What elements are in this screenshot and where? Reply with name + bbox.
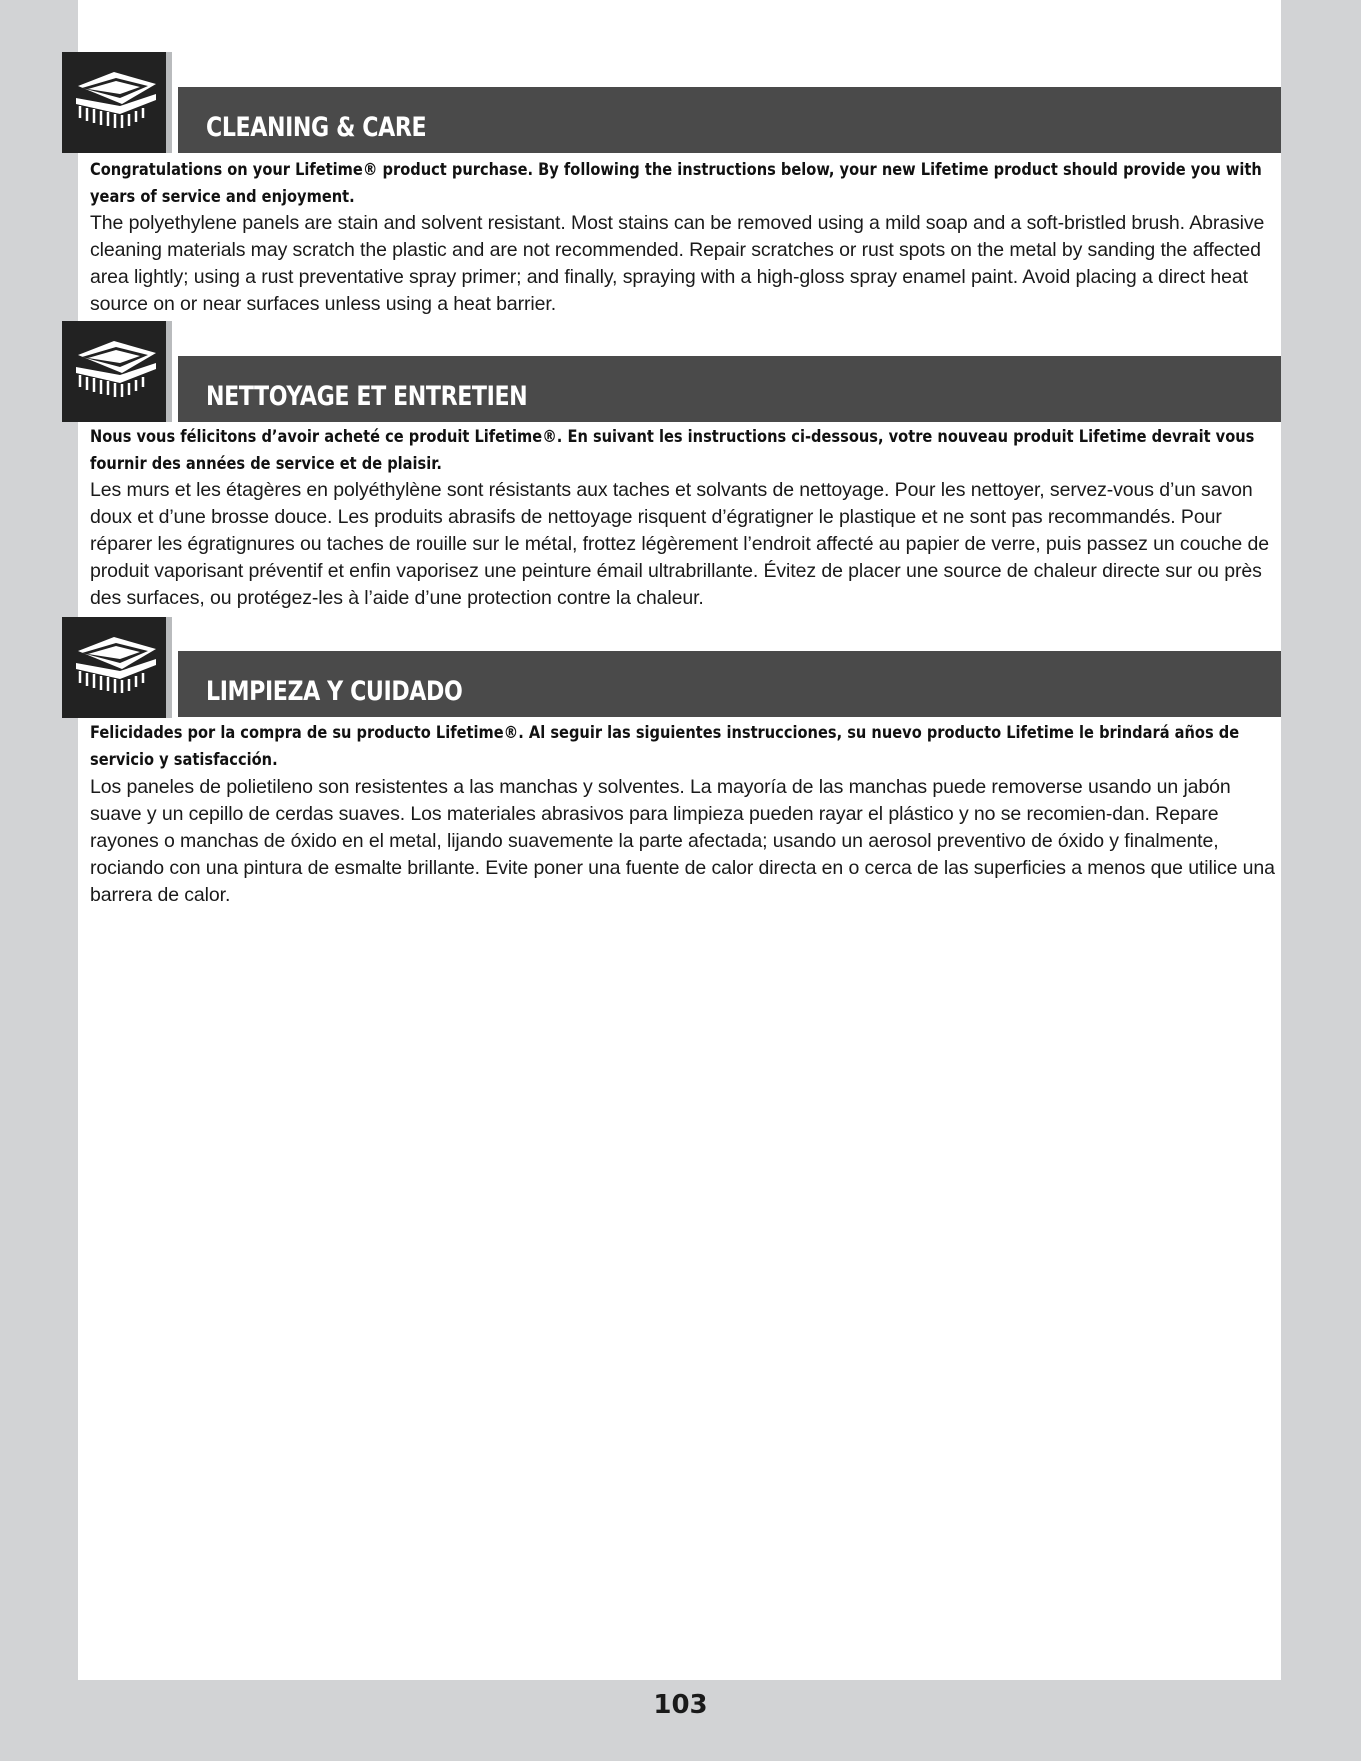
section-header-bar <box>178 651 1281 717</box>
cleaning-brush-icon <box>70 333 160 409</box>
section-intro: Congratulations on your Lifetime® product purchase. By following the instructions below, your new Lifetime product should provide you with years of service and enjoyment. <box>90 160 1262 207</box>
section-intro: Nous vous félicitons d’avoir acheté ce produit Lifetime®. En suivant les instructions ci-dessous, votre nouveau produit Lifetime devrait vous fournir des années de service et de plaisir. <box>90 427 1255 474</box>
section-intro: Felicidades por la compra de su producto Lifetime®. Al seguir las siguientes instrucciones, su nuevo producto Lifetime le brindará años de servicio y satisfacción. <box>90 723 1240 770</box>
section-icon-box <box>62 617 172 718</box>
section-icon-box <box>62 52 172 153</box>
cleaning-brush-icon <box>70 629 160 705</box>
section-header-bar <box>178 87 1281 153</box>
section-header-bar <box>178 356 1281 422</box>
cleaning-brush-icon <box>70 64 160 140</box>
section-icon-box <box>62 321 172 422</box>
section-body: The polyethylene panels are stain and solvent resistant. Most stains can be removed using a mild soap and a soft-bristled brush. Abrasive cleaning materials may scratch the plastic and are not recommended. Repair scratches or rust spots on the metal by sanding the affected area lightly; using a rust preventative spray primer; and finally, spraying with a high-gloss spray enamel paint. Avoid placing a direct heat source on or near surfaces unless using a heat barrier. <box>90 212 1265 315</box>
section-title: NETTOYAGE ET ENTRETIEN <box>206 381 528 412</box>
page-number: 103 <box>653 1690 708 1720</box>
section-body: Les murs et les étagères en polyéthylène sont résistants aux taches et solvants de nettoyage. Pour les nettoyer, servez-vous d’un savon doux et d’une brosse douce. Les produits abrasifs de nettoyage risquent d’égratigner le plastique et ne sont pas recommandés. Pour réparer les égratignures ou taches de rouille sur le métal, frottez légèrement l’endroit affecté au papier de verre, puis passez un couche de produit vaporisant préventif et enfin vaporisez une peinture émail ultrabrillante. Évitez de placer une source de chaleur directe sur ou près des surfaces, ou protégez-les à l’aide d’une protection contre la chaleur. <box>90 479 1269 609</box>
section-title: LIMPIEZA Y CUIDADO <box>206 676 463 707</box>
section-title: CLEANING & CARE <box>206 112 427 143</box>
section-body: Los paneles de polietileno son resistentes a las manchas y solventes. La mayoría de las manchas puede removerse usando un jabón suave y un cepillo de cerdas suaves. Los materiales abrasivos para limpieza pueden rayar el plástico y no se recomien-dan. Repare rayones o manchas de óxido en el metal, lijando suavemente la parte afectada; usando un aerosol preventivo de óxido y finalmente, rociando con una pintura de esmalte brillante. Evite poner una fuente de calor directa en o cerca de las superficies a menos que utilice una barrera de calor. <box>90 776 1275 906</box>
